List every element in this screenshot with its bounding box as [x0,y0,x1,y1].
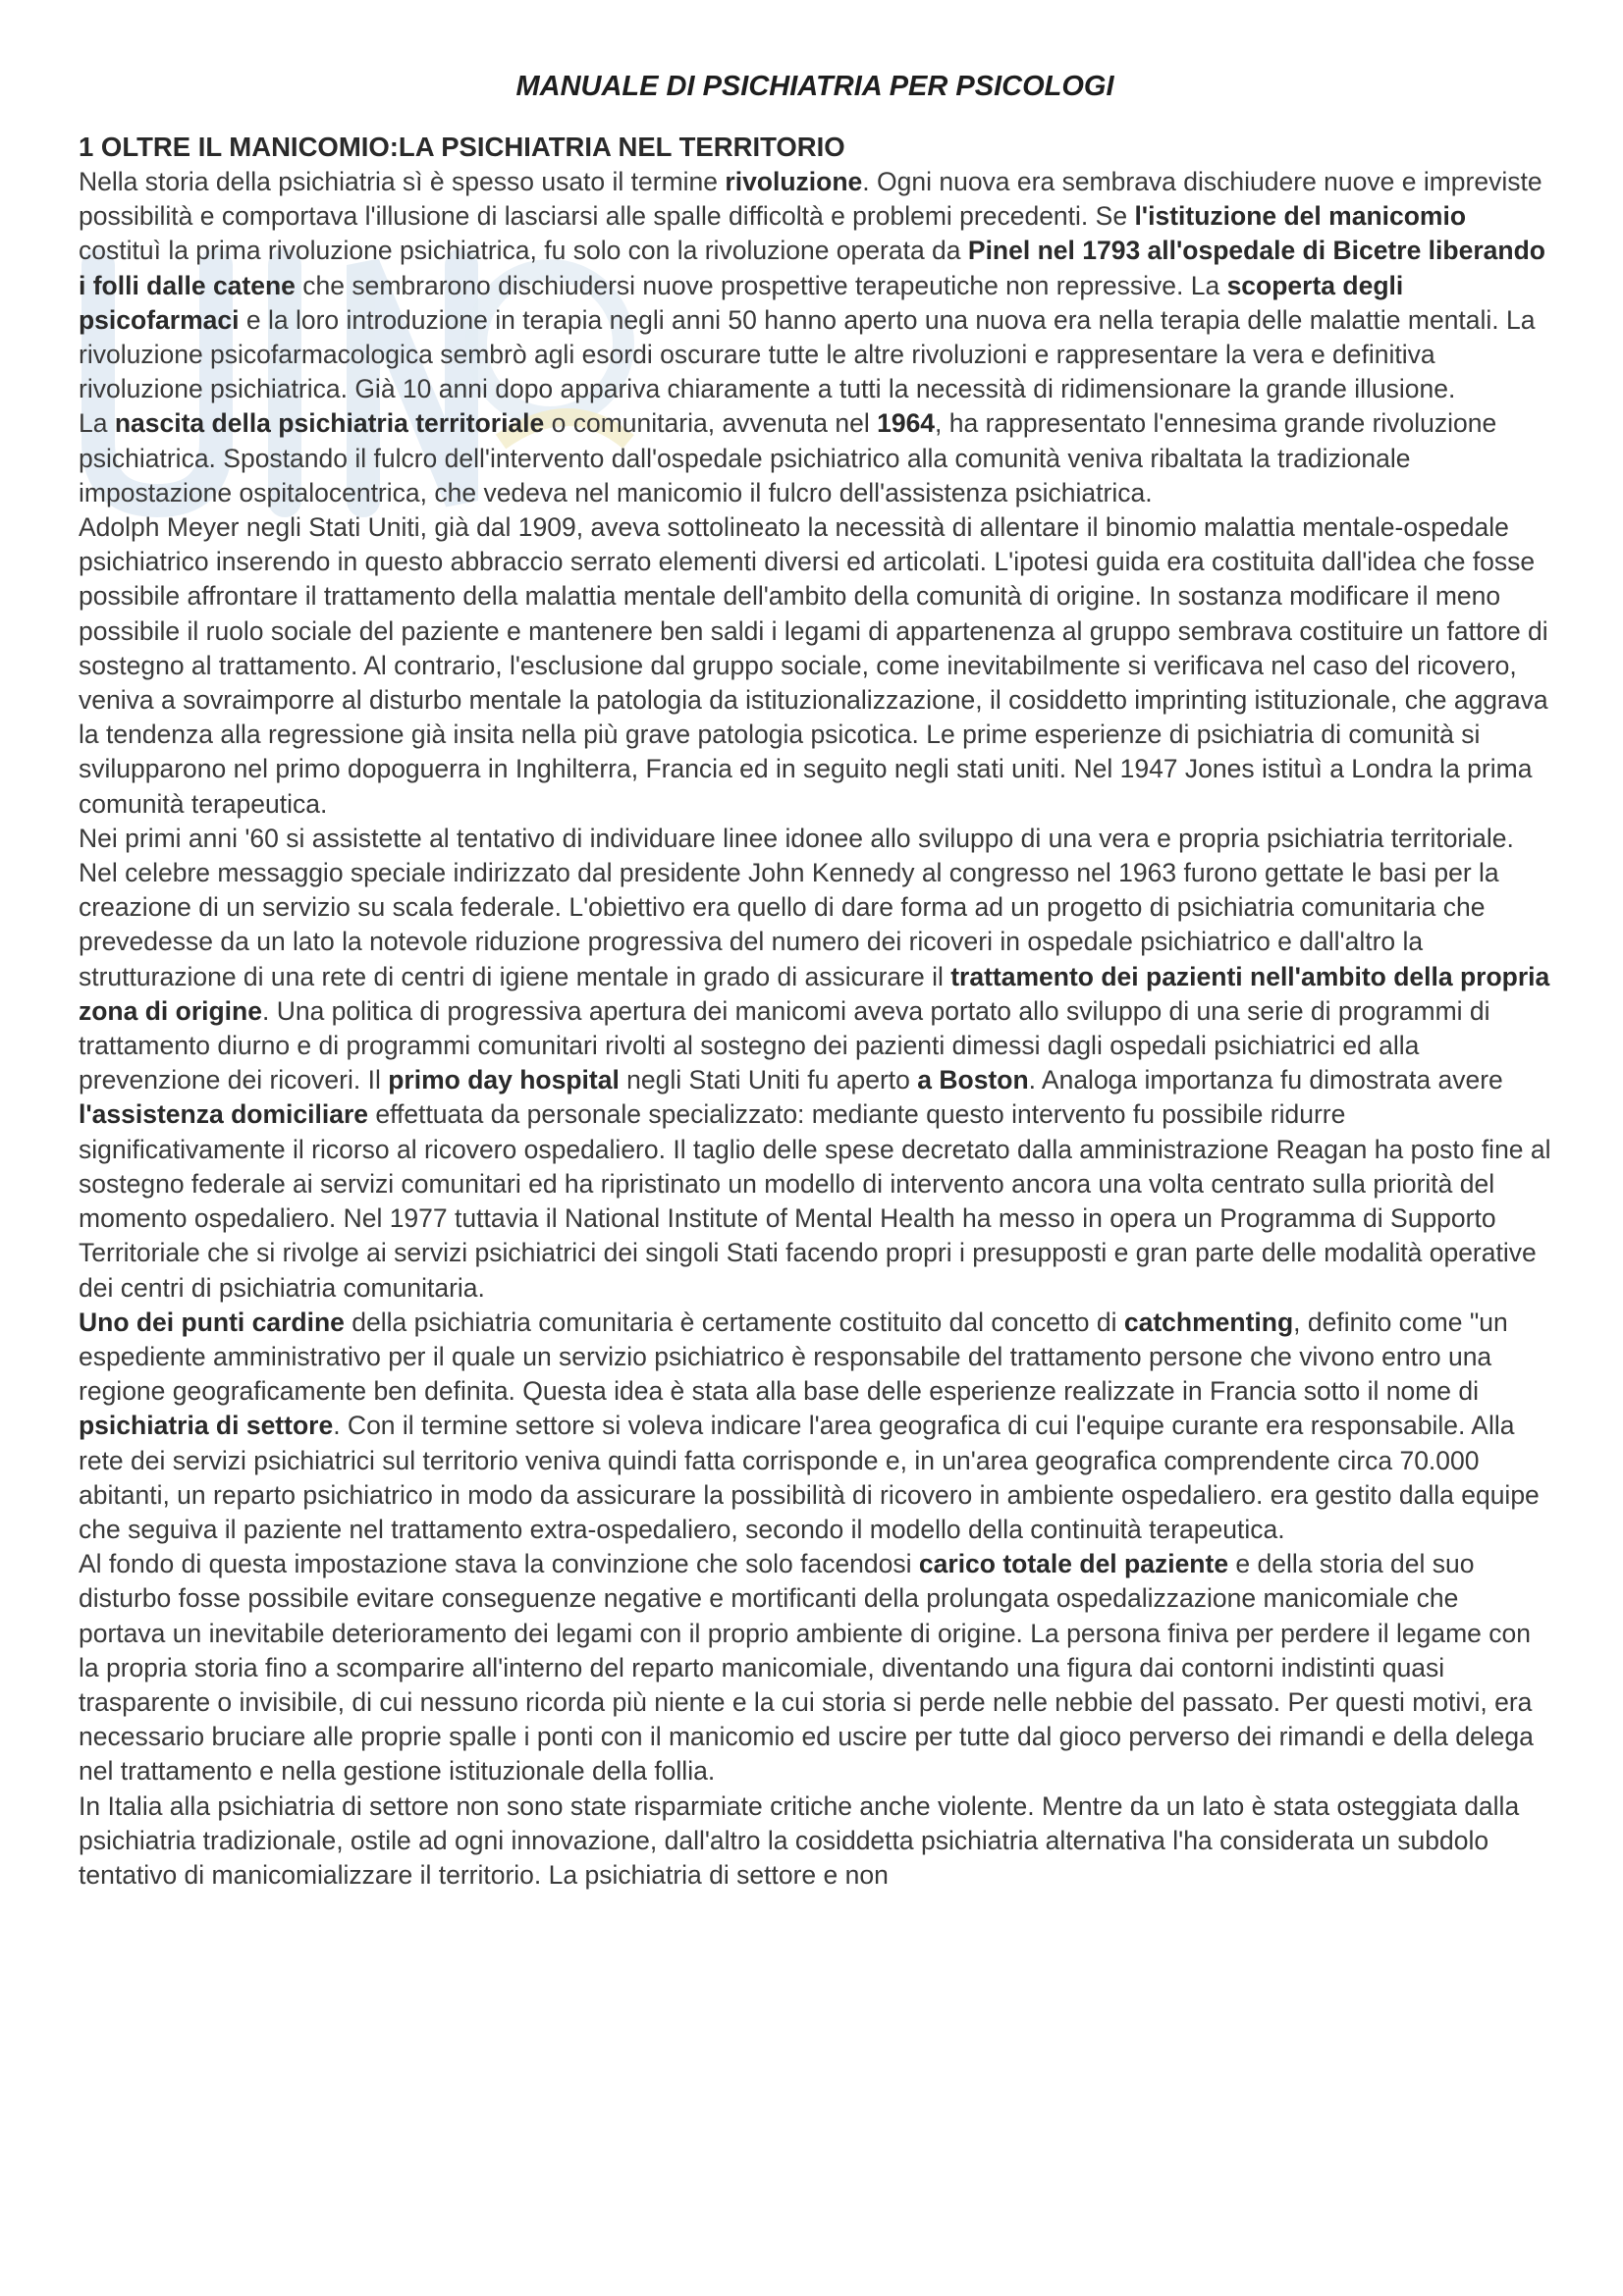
paragraph [79,1547,1551,1789]
bold-text: Pinel nel 1793 all'ospedale di Bicetre liberando i folli dalle catene [79,236,1545,300]
bold-text: primo day hospital [388,1065,620,1095]
text-run: costituì la prima rivoluzione psichiatrica, fu solo con la rivoluzione operata da [79,236,968,266]
document-title: MANUALE DI PSICHIATRIA PER PSICOLOGI [515,71,1114,102]
text-run: , definito come "un espediente amministrativo per il quale un servizio psichiatrico è responsabile del trattamento persone che vivono entro una regione geograficamente ben definita. Questa idea è stata alla base delle esperienze realizzate in Francia sotto il nome di [79,1307,1508,1407]
bold-text: Uno dei punti cardine [79,1307,345,1337]
bold-text: psichiatria di settore [79,1411,334,1441]
paragraph [79,406,1551,510]
text-run: e la loro introduzione in terapia negli anni 50 hanno aperto una nuova era nella terapia delle malattie mentali. La rivoluzione psicofarmacologica sembrò agli esordi oscurare tutte le altre rivoluzioni e rappresentare la vera e definitiva rivoluzione psichiatrica. Già 10 anni dopo appariva chiaramente a tutti la necessità di ridimensionare la grande illusione. [79,304,1536,404]
bold-text: nascita della psichiatria territoriale [114,408,545,439]
bold-text: l'istituzione del manicomio [1134,201,1467,232]
paragraph [79,510,1551,822]
text-run: o comunitaria, avvenuta nel [544,408,878,439]
text-run: Nella storia della psichiatria sì è spesso usato il termine [79,167,726,196]
text-run: Al fondo di questa impostazione stava la convinzione che solo facendosi [79,1549,919,1579]
text-run: Nei primi anni '60 si assistette al tentativo di individuare linee idonee allo sviluppo di una vera e propria psichiatria territoriale. Nel celebre messaggio speciale indirizzato dal presidente John Kennedy al congresso nel 1963 furono gettate le basi per la creazione di un servizio su scala federale. L'obiettivo era quello di dare forma ad un progetto di psichiatria comunitaria che prevedesse da un lato la notevole riduzione progressiva del numero dei ricoveri in ospedale psichiatrico e dall'altro la strutturazione di una rete di centri di igiene mentale in grado di assicurare il [79,823,1514,991]
bold-text: carico totale del paziente [918,1549,1229,1579]
body-text [79,165,1551,1893]
bold-text: 1964 [877,408,936,439]
text-run: . Analoga importanza fu dimostrata avere [1028,1065,1503,1095]
text-run: , ha rappresentato l'ennesima grande rivoluzione psichiatrica. Spostando il fulcro dell'intervento dall'ospedale psichiatrico alla comunità veniva ribaltata la tradizionale impostazione ospitalocentrica, che vedeva nel manicomio il fulcro dell'assistenza psichiatrica. [79,408,1497,507]
bold-text: l'assistenza domiciliare [79,1099,368,1130]
document-page [79,67,1551,1893]
paragraph [79,822,1551,1306]
bold-text: a Boston [917,1065,1029,1095]
text-run: . Una politica di progressiva apertura dei manicomi aveva portato allo sviluppo di una serie di programmi di trattamento diurno e di programmi comunitari rivolti al sostegno dei pazienti dimessi dagli ospedali psichiatrici ed alla prevenzione dei ricoveri. Il [79,995,1490,1095]
text-run: In Italia alla psichiatria di settore non sono state risparmiate critiche anche violente. Mentre da un lato è stata osteggiata dalla psichiatria tradizionale, ostile ad ogni innovazione, dall'altro la cosiddetta psichiatria alternativa l'ha considerata un subdolo tentativo di manicomializzare il territorio. La psichiatria di settore e non [79,1790,1520,1890]
text-run: . Con il termine settore si voleva indicare l'area geografica di cui l'equipe curante era responsabile. Alla rete dei servizi psichiatrici sul territorio veniva quindi fatta corrisponde e, in un'area geografica comprendente circa 70.000 abitanti, un reparto psichiatrico in modo da assicurare la possibilità di ricovero in ambiente ospedaliero. era gestito dalla equipe che seguiva il paziente nel trattamento extra-ospedaliero, secondo il modello della continuità terapeutica. [79,1411,1540,1544]
bold-text: scoperta degli psicofarmaci [79,270,1404,335]
text-run: effettuata da personale specializzato: mediante questo intervento fu possibile ridurre significativamente il ricorso al ricovero ospedaliero. Il taglio delle spese decretato dalla amministrazione Reagan ha posto fine al sostegno federale ai servizi comunitari ed ha ripristinato un modello di intervento ancora una volta centrato sulla priorità del momento ospedaliero. Nel 1977 tuttavia il National Institute of Mental Health ha messo in opera un Programma di Supporto Territoriale che si rivolge ai servizi psichiatrici dei singoli Stati facendo propri i presupposti e gran parte delle modalità operative dei centri di psichiatria comunitaria. [79,1099,1551,1303]
text-run: della psichiatria comunitaria è certamente costituito dal concetto di [344,1307,1124,1337]
text-run: e della storia del suo disturbo fosse possibile evitare conseguenze negative e mortificanti della prolungata ospedalizzazione manicomiale che portava un inevitabile deterioramento dei legami con il proprio ambiente di origine. La persona finiva per perdere il legame con la propria storia fino a scomparire all'interno del reparto manicomiale, diventando una figura dai contorni indistinti quasi trasparente o invisibile, di cui nessuno ricorda più niente e la cui storia si perde nelle nebbie del passato. Per questi motivi, era necessario bruciare alle proprie spalle i ponti con il manicomio ed uscire per tutte dal gioco perverso dei rimandi e della delega nel trattamento e nella gestione istituzionale della follia. [79,1549,1534,1787]
text-run: che sembrarono dischiudersi nuove prospettive terapeutiche non repressive. La [295,270,1227,300]
text-run: La [79,408,115,439]
bold-text: rivoluzione [725,167,863,196]
paragraph [79,1306,1551,1547]
text-run: Adolph Meyer negli Stati Uniti, già dal 1909, aveva sottolineato la necessità di allentare il binomio malattia mentale-ospedale psichiatrico inserendo in questo abbraccio serrato elementi diversi ed articolati. L'ipotesi guida era costituita dall'idea che fosse possibile affrontare il trattamento della malattia mentale dell'ambito della comunità di origine. In sostanza modificare il meno possibile il ruolo sociale del paziente e mantenere ben saldi i legami di appartenenza al gruppo sembrava costituire un fattore di sostegno al trattamento. Al contrario, l'esclusione dal gruppo sociale, come inevitabilmente si verificava nel caso del ricovero, veniva a sovraimporre al disturbo mentale la patologia da istituzionalizzazione, il cosiddetto imprinting istituzionale, che aggrava la tendenza alla regressione già insita nella più grave patologia psicotica. Le prime esperienze di psichiatria di comunità si svilupparono nel primo dopoguerra in Inghilterra, Francia ed in seguito negli stati uniti. Nel 1947 Jones istituì a Londra la prima comunità terapeutica. [79,512,1548,819]
bold-text: catchmenting [1123,1307,1294,1337]
section-heading: 1 OLTRE IL MANICOMIO:LA PSICHIATRIA NEL TERRITORIO [79,132,845,162]
text-run: . Ogni nuova era sembrava dischiudere nuove e impreviste possibilità e comportava l'illusione di lasciarsi alle spalle difficoltà e problemi precedenti. Se [79,167,1542,232]
paragraph [79,165,1551,406]
bold-text: trattamento dei pazienti nell'ambito della propria zona di origine [79,961,1550,1026]
paragraph [79,1789,1551,1894]
text-run: negli Stati Uniti fu aperto [619,1065,918,1095]
